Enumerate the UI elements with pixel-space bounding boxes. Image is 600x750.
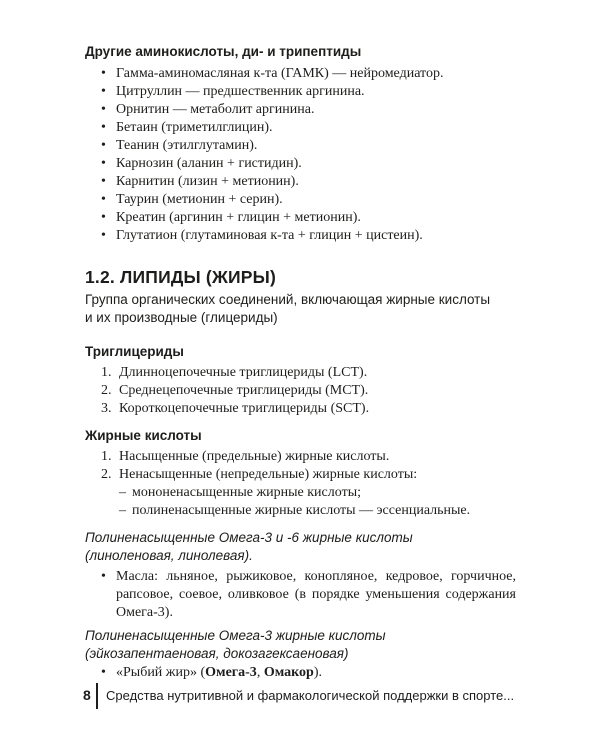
list-item: Цитруллин — предшественник аргинина. [116,84,365,99]
sub-list-item: мононенасыщенные жирные кислоты; [132,485,361,500]
list-item: Таурин (метионин + серин). [116,192,283,207]
omega3-heading-line: Полиненасыщенные Омега-3 жирные кислоты [85,628,386,643]
footer-divider [96,683,98,709]
list-item: Орнитин — метаболит аргинина. [116,102,315,117]
list-number: 2. [101,383,112,398]
fish-oil-prefix: «Рыбий жир» ( [116,665,206,680]
fatty-acids-heading: Жирные кислоты [85,428,202,443]
bullet: • [101,665,106,680]
omega36-heading-line: (линоленовая, линолевая). [85,548,253,563]
sub-list-item: полиненасыщенные жирные кислоты — эссенциальные. [132,503,471,518]
fish-oil-brand: Омакор [263,665,314,680]
bullet: • [101,210,106,225]
bullet: • [101,174,106,189]
section-title: 1.2. ЛИПИДЫ (ЖИРЫ) [85,267,276,287]
fish-oil-sep: , [256,665,264,680]
oils-line: рапсовое, соевое, оливковое (в порядке уменьшения содержания [116,587,516,602]
omega36-heading-line: Полиненасыщенные Омега-3 и -6 жирные кислоты [85,530,413,545]
bullet: • [101,228,106,243]
page-number: 8 [83,687,91,703]
list-item: Ненасыщенные (непредельные) жирные кислоты: [119,467,418,482]
list-item: Короткоцепочечные триглицериды (SCT). [119,401,370,416]
triglycerides-heading: Триглицериды [85,344,184,359]
oils-line: Омега-3). [116,605,173,620]
list-item: Бетаин (триметилглицин). [116,120,273,135]
dash: – [119,503,126,518]
bullet: • [101,569,106,584]
running-title: Средства нутритивной и фармакологической поддержки в спорте... [106,688,515,703]
list-number: 1. [101,365,112,380]
list-item: Карнитин (лизин + метионин). [116,174,299,189]
bullet: • [101,138,106,153]
bullet: • [101,66,106,81]
bullet: • [101,192,106,207]
dash: – [119,485,126,500]
fish-oil-suffix: ). [313,665,322,680]
oils-line: Масла: льняное, рыжиковое, конопляное, кедровое, горчичное, [116,569,516,584]
fish-oil-brand: Омега-3 [205,665,257,680]
list-item: Глутатион (глутаминовая к-та + глицин + цистеин). [116,228,423,243]
list-number: 3. [101,401,112,416]
fish-oil-item [116,665,322,681]
list-item: Насыщенные (предельные) жирные кислоты. [119,449,390,464]
list-item: Теанин (этилглутамин). [116,138,258,153]
list-item: Длинноцепочечные триглицериды (LCT). [119,365,368,380]
omega3-heading-line: (эйкозапентаеновая, докозагексаеновая) [85,646,349,661]
list-item: Среднецепочечные триглицериды (MCT). [119,383,369,398]
bullet: • [101,156,106,171]
list-item: Карнозин (аланин + гистидин). [116,156,302,171]
bullet: • [101,84,106,99]
list-number: 1. [101,449,112,464]
list-item: Креатин (аргинин + глицин + метионин). [116,210,361,225]
section-lead-line: Группа органических соединений, включающая жирные кислоты [85,292,491,307]
bullet: • [101,102,106,117]
list-number: 2. [101,467,112,482]
amino-heading: Другие аминокислоты, ди- и трипептиды [85,44,362,59]
section-lead-line: и их производные (глицериды) [85,310,278,325]
list-item: Гамма-аминомасляная к-та (ГАМК) — нейромедиатор. [116,66,444,81]
bullet: • [101,120,106,135]
